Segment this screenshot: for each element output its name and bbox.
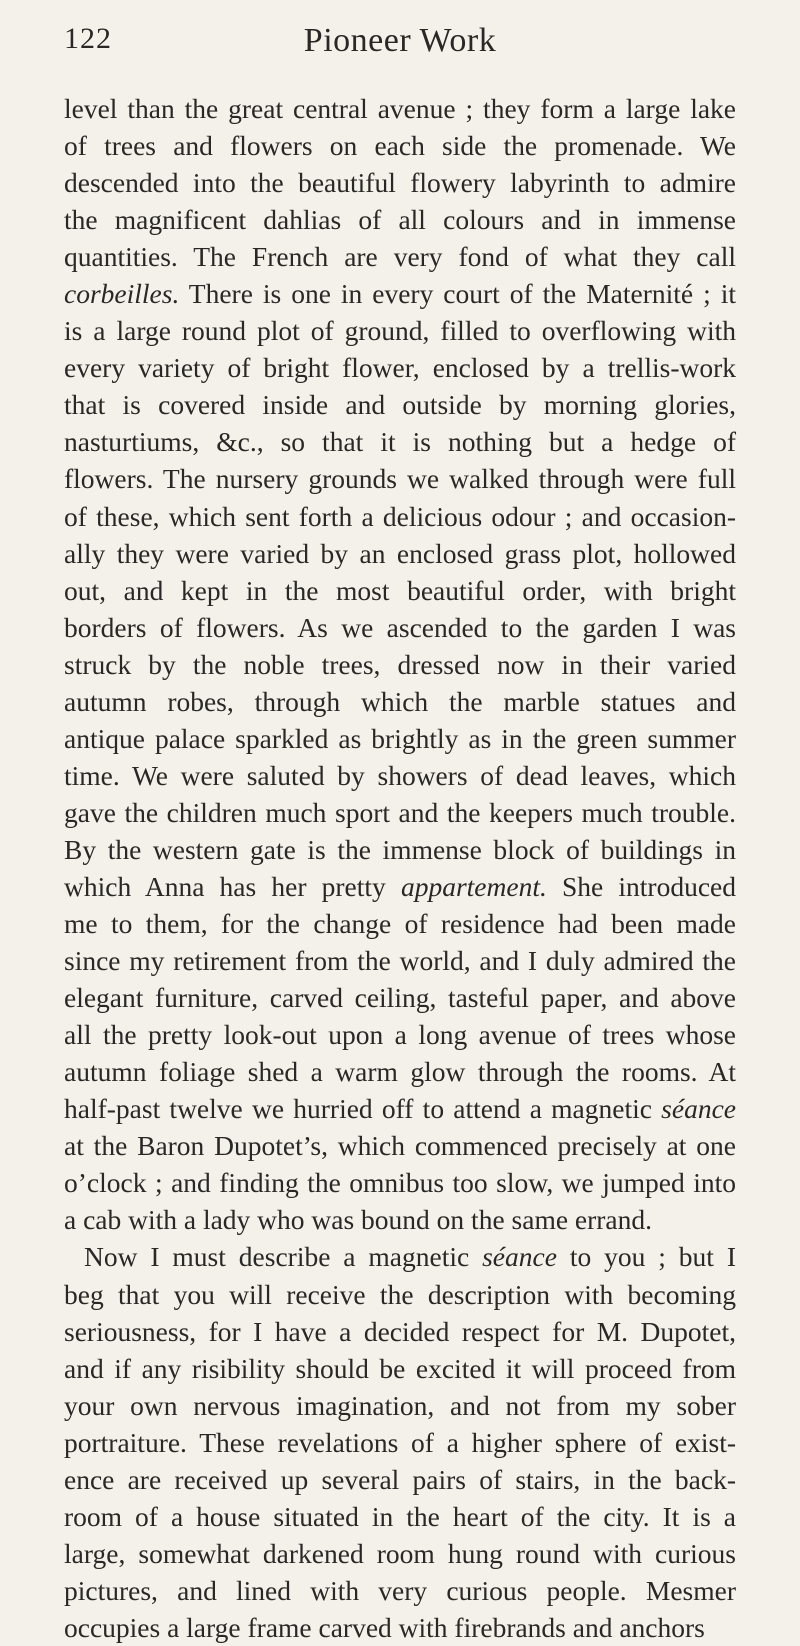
text-run: half-past twelve we hurried off to attend a magnetic — [64, 1093, 662, 1125]
text-line — [64, 720, 736, 757]
text-run: pictures, and lined with very curious people. Mesmer — [64, 1574, 736, 1606]
text-line — [64, 90, 736, 127]
text-line — [64, 794, 736, 831]
text-run: flowers. The nursery grounds we walked through were full — [64, 463, 736, 495]
text-run: ally they were varied by an enclosed grass plot, hollowed — [64, 537, 736, 569]
text-line — [64, 386, 736, 423]
text-run: autumn robes, through which the marble statues and — [64, 685, 736, 717]
text-run: and if any risibility should be excited it will proceed from — [64, 1352, 736, 1384]
text-line — [64, 1535, 736, 1572]
page-header — [0, 22, 800, 72]
body-text — [64, 90, 736, 1646]
text-line — [64, 275, 736, 312]
text-line — [64, 1164, 736, 1201]
text-line — [64, 1350, 736, 1387]
text-run: nasturtiums, &c., so that it is nothing but a hedge of — [64, 426, 736, 458]
text-run: beg that you will receive the description with becoming — [64, 1278, 736, 1310]
text-line — [64, 423, 736, 460]
text-run: all the pretty look-out upon a long avenue of trees whose — [64, 1019, 736, 1051]
text-run: of trees and flowers on each side the promenade. We — [64, 130, 736, 162]
italic-text: séance — [482, 1241, 557, 1273]
text-line — [64, 572, 736, 609]
text-run: elegant furniture, carved ceiling, tasteful paper, and above — [64, 982, 736, 1014]
text-line — [64, 1313, 736, 1350]
text-run: time. We were saluted by showers of dead leaves, which — [64, 759, 736, 791]
text-run: which Anna has her pretty — [64, 870, 401, 902]
text-run: every variety of bright flower, enclosed by a trellis-work — [64, 352, 736, 384]
text-run: room of a house situated in the heart of the city. It is a — [64, 1500, 736, 1532]
text-run: at the Baron Dupotet’s, which commenced precisely at one — [64, 1130, 736, 1162]
text-line — [64, 238, 736, 275]
text-line — [64, 1498, 736, 1535]
text-line — [64, 164, 736, 201]
text-run: borders of flowers. As we ascended to the garden I was — [64, 611, 736, 643]
text-run: quantities. The French are very fond of what they call — [64, 241, 736, 273]
text-line — [64, 1609, 736, 1646]
text-line — [64, 868, 736, 905]
text-line — [64, 1276, 736, 1313]
text-run: occupies a large frame carved with firebrands and anchors — [64, 1611, 705, 1643]
text-run: autumn foliage shed a warm glow through the rooms. At — [64, 1056, 736, 1088]
text-run: By the western gate is the immense block of buildings in — [64, 833, 736, 865]
text-line — [64, 1201, 736, 1238]
text-line — [64, 535, 736, 572]
text-line — [64, 1127, 736, 1164]
text-run: since my retirement from the world, and I duly admired the — [64, 945, 736, 977]
text-line — [64, 127, 736, 164]
text-line — [64, 1387, 736, 1424]
text-run: struck by the noble trees, dressed now in their varied — [64, 648, 736, 680]
running-title: Pioneer Work — [303, 22, 497, 59]
text-run: descended into the beautiful flowery labyrinth to admire — [64, 167, 736, 199]
text-run: is a large round plot of ground, filled to overflowing with — [64, 315, 736, 347]
text-run: a cab with a lady who was bound on the same errand. — [64, 1204, 653, 1236]
text-run: She introduced — [546, 870, 737, 902]
text-line — [64, 498, 736, 535]
text-run: large, somewhat darkened room hung round with curious — [64, 1537, 736, 1569]
text-run: gave the children much sport and the keepers much trouble. — [64, 796, 736, 828]
text-run: There is one in every court of the Maternité ; it — [179, 278, 736, 310]
text-run: the magnificent dahlias of all colours and in immense — [64, 204, 736, 236]
text-line — [64, 683, 736, 720]
text-run: antique palace sparkled as brightly as in the green summer — [64, 722, 736, 754]
text-line — [64, 942, 736, 979]
text-line — [64, 1090, 736, 1127]
italic-text: appartement. — [400, 870, 547, 902]
text-line — [64, 1238, 736, 1275]
text-line — [64, 1572, 736, 1609]
text-line — [64, 1424, 736, 1461]
text-line — [64, 979, 736, 1016]
text-run: ence are received up several pairs of stairs, in the back- — [64, 1463, 736, 1495]
text-run: Now I must describe a magnetic — [84, 1241, 483, 1273]
text-run: that is covered inside and outside by morning glories, — [64, 389, 736, 421]
text-run: seriousness, for I have a decided respect for M. Dupotet, — [64, 1315, 736, 1347]
text-line — [64, 1461, 736, 1498]
text-line — [64, 831, 736, 868]
text-run: of these, which sent forth a delicious odour ; and occasion- — [64, 500, 736, 532]
text-line — [64, 201, 736, 238]
text-line — [64, 460, 736, 497]
text-line — [64, 905, 736, 942]
text-line — [64, 312, 736, 349]
text-run: o’clock ; and finding the omnibus too slow, we jumped into — [64, 1167, 736, 1199]
text-line — [64, 757, 736, 794]
italic-text: séance — [661, 1093, 736, 1125]
text-run: me to them, for the change of residence had been made — [64, 908, 736, 940]
italic-text: corbeilles. — [64, 278, 180, 310]
text-line — [64, 609, 736, 646]
text-run: level than the great central avenue ; they form a large lake — [64, 93, 736, 124]
text-run: to you ; but I — [556, 1241, 736, 1273]
text-run: portraiture. These revelations of a higher sphere of exist- — [64, 1426, 736, 1458]
text-line — [64, 1016, 736, 1053]
text-line — [64, 1053, 736, 1090]
text-run: your own nervous imagination, and not from my sober — [64, 1389, 736, 1421]
text-run: out, and kept in the most beautiful order, with bright — [64, 574, 736, 606]
text-line — [64, 349, 736, 386]
text-line — [64, 646, 736, 683]
page-number: 122 — [64, 22, 112, 55]
